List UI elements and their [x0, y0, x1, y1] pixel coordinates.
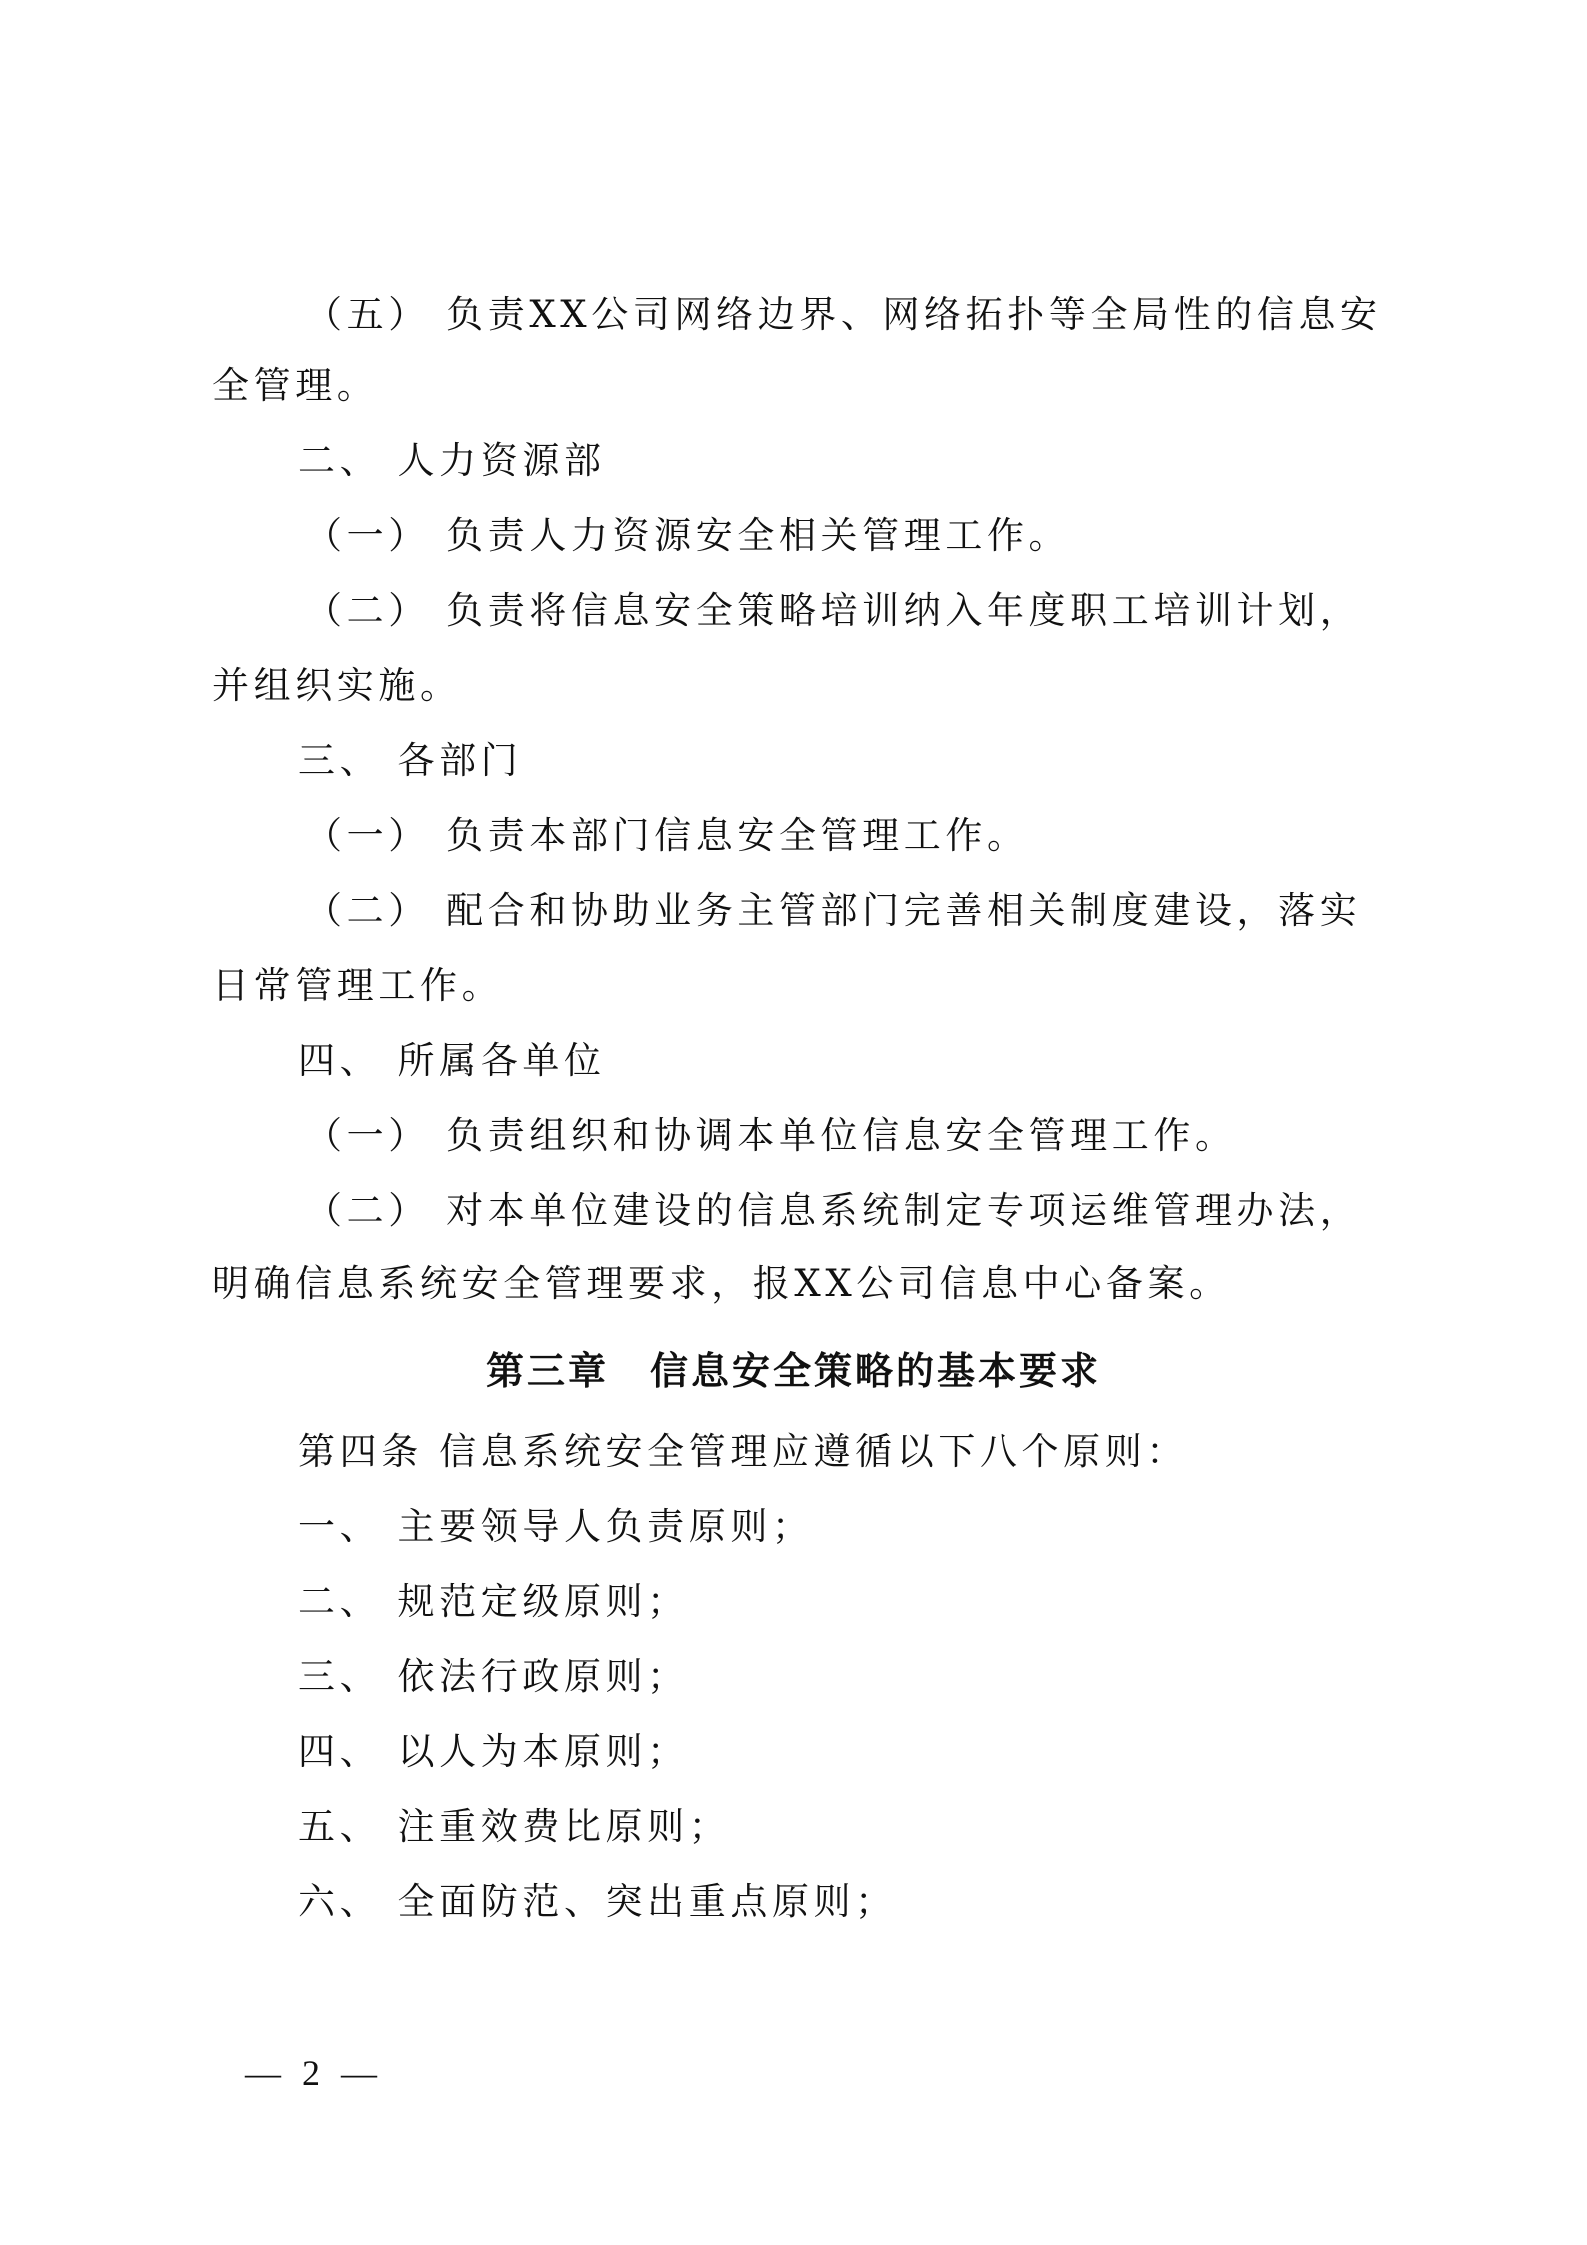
chapter-heading: 第三章 信息安全策略的基本要求 [485, 1349, 1101, 1393]
section-heading: 四、 所属各单位 [298, 1039, 606, 1082]
principle-item: 一、 主要领导人负责原则； [298, 1505, 814, 1548]
principle-item: 二、 规范定级原则； [298, 1580, 689, 1623]
principle-item: 六、 全面防范、突出重点原则； [298, 1880, 897, 1923]
paragraph-line: 全管理。 [212, 364, 379, 407]
paragraph-line: （二） 负责将信息安全策略培训纳入年度职工培训计划， [305, 589, 1362, 632]
paragraph-line: 并组织实施。 [212, 664, 462, 707]
paragraph-line: （二） 对本单位建设的信息系统制定专项运维管理办法， [305, 1189, 1362, 1232]
principle-item: 五、 注重效费比原则； [298, 1805, 731, 1848]
paragraph-line: （一） 负责人力资源安全相关管理工作。 [305, 514, 1071, 557]
paragraph-line: （一） 负责本部门信息安全管理工作。 [305, 814, 1029, 857]
principle-item: 四、 以人为本原则； [298, 1730, 689, 1773]
paragraph-line: （二） 配合和协助业务主管部门完善相关制度建设，落实 [305, 889, 1362, 932]
paragraph-line: （五） 负责XX公司网络边界、网络拓扑等全局性的信息安 [305, 293, 1382, 336]
article-line: 第四条 信息系统安全管理应遵循以下八个原则： [298, 1430, 1188, 1473]
paragraph-line: （一） 负责组织和协调本单位信息安全管理工作。 [305, 1114, 1237, 1157]
section-heading: 三、 各部门 [298, 739, 523, 782]
principle-item: 三、 依法行政原则； [298, 1655, 689, 1698]
paragraph-line: 明确信息系统安全管理要求，报XX公司信息中心备案。 [212, 1262, 1231, 1305]
section-heading: 二、 人力资源部 [298, 439, 606, 482]
paragraph-line: 日常管理工作。 [212, 964, 504, 1007]
page-number: — 2 — [245, 2053, 383, 2093]
